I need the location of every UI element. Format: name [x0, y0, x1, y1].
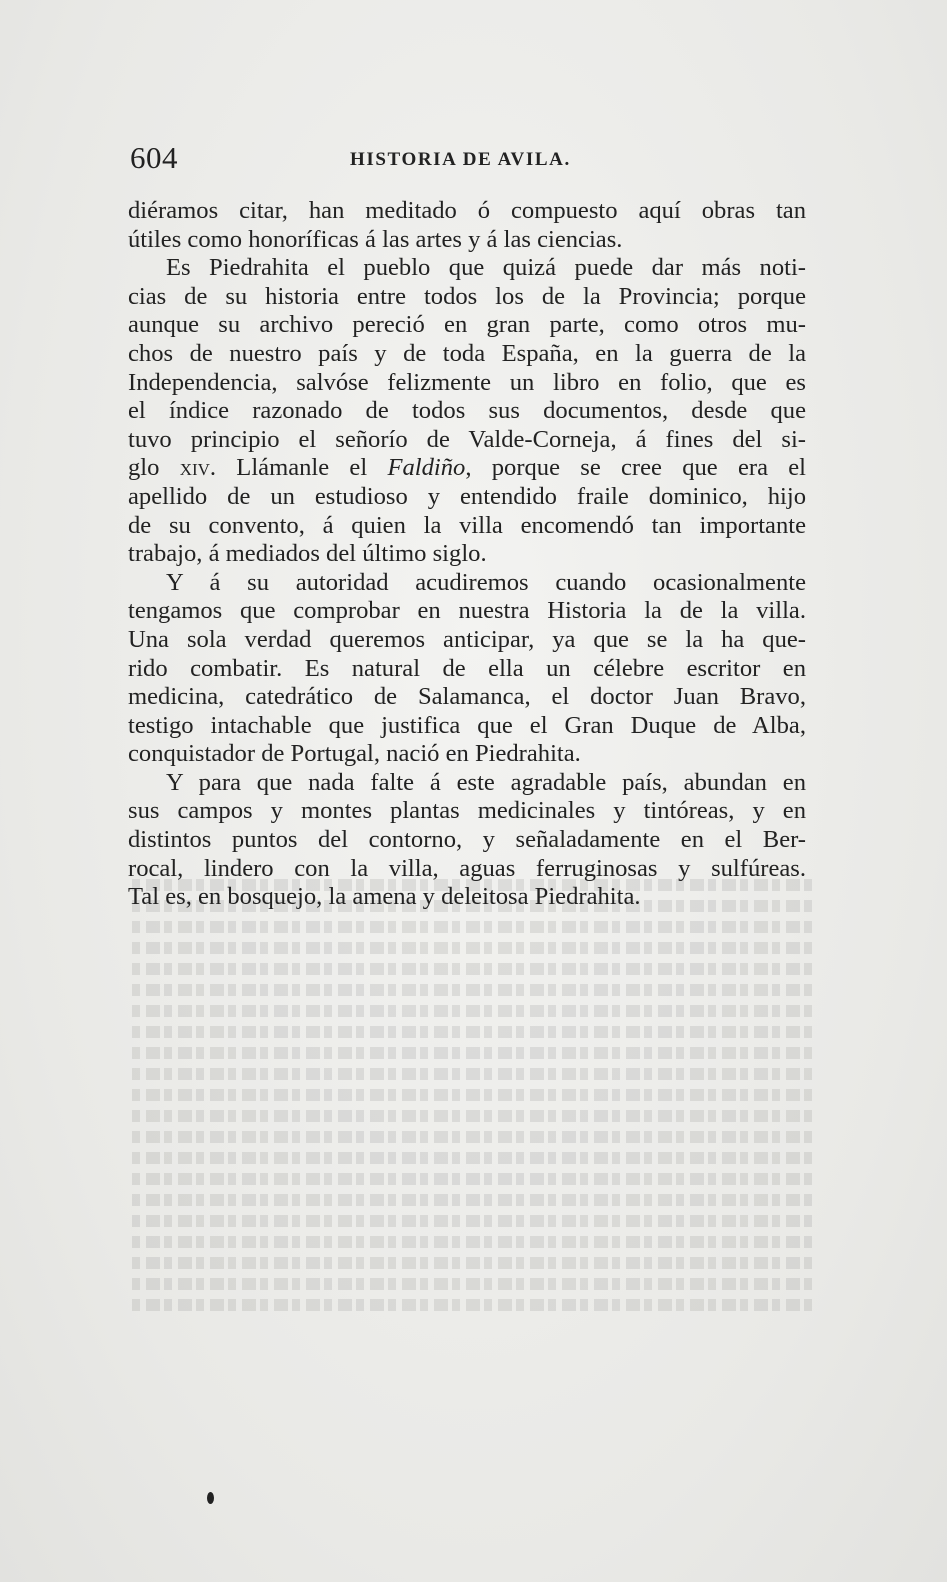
- paragraph-2: [128, 254, 806, 569]
- text-line: medicina, catedrático de Salamanca, el doctor Juan Bravo,: [128, 683, 806, 711]
- text-line: Una sola verdad queremos anticipar, ya que se la ha que-: [128, 625, 806, 653]
- text-line: aunque su archivo pereció en gran parte, como otros mu-: [128, 311, 806, 339]
- text-line: de su convento, á quien la villa encomendó tan importante: [128, 511, 806, 539]
- bleed-through-texture: [132, 870, 812, 1450]
- text-line: apellido de un estudioso y entendido fraile dominico, hijo: [128, 482, 806, 510]
- text-line: conquistador de Portugal, nació en Piedrahita.: [128, 740, 581, 768]
- text-line: sus campos y montes plantas medicinales y tintóreas, y en: [128, 797, 806, 825]
- text-line: Tal es, en bosquejo, la amena y deleitosa Piedrahita.: [128, 883, 641, 911]
- text-line: diéramos citar, han meditado ó compuesto aquí obras tan: [128, 197, 806, 224]
- text-line-mixed: [128, 454, 806, 483]
- text-line: chos de nuestro país y de toda España, en la guerra de la: [128, 339, 806, 367]
- text-line: trabajo, á mediados del último siglo.: [128, 540, 487, 568]
- text-line: el índice razonado de todos sus documentos, desde que: [128, 397, 806, 425]
- text-line: Independencia, salvóse felizmente un libro en folio, que es: [128, 368, 806, 396]
- paragraph-3: [128, 569, 806, 769]
- text-span: . Llámanle el: [209, 454, 388, 482]
- text-span: glo: [128, 454, 180, 482]
- century-numeral: xiv: [179, 454, 210, 482]
- page-header: [130, 140, 810, 180]
- text-span: , porque se cree que era el: [465, 454, 806, 482]
- text-line: rido combatir. Es natural de ella un célebre escritor en: [128, 654, 806, 682]
- paragraph-1: [128, 197, 806, 254]
- page-number: 604: [130, 140, 178, 175]
- text-line: tengamos que comprobar en nuestra Historia la de la villa.: [128, 597, 806, 625]
- ink-speck: [207, 1492, 214, 1504]
- text-line: rocal, lindero con la villa, aguas ferruginosas y sulfúreas.: [128, 854, 806, 882]
- text-line: distintos puntos del contorno, y señaladamente en el Ber-: [128, 826, 806, 854]
- text-line: testigo intachable que justifica que el Gran Duque de Alba,: [128, 711, 806, 739]
- text-line: tuvo principio el señorío de Valde-Corneja, á fines del si-: [128, 425, 806, 453]
- text-line: Y á su autoridad acudiremos cuando ocasionalmente: [166, 568, 806, 596]
- running-title: HISTORIA DE AVILA.: [350, 149, 571, 170]
- text-line: útiles como honoríficas á las artes y á las ciencias.: [128, 225, 623, 253]
- body-text: [128, 197, 806, 912]
- italic-term: Faldiño: [387, 454, 466, 482]
- text-line: cias de su historia entre todos los de la Provincia; porque: [128, 282, 806, 310]
- text-line: Y para que nada falte á este agradable país, abundan en: [166, 768, 806, 796]
- text-line: Es Piedrahita el pueblo que quizá puede dar más noti-: [166, 254, 806, 282]
